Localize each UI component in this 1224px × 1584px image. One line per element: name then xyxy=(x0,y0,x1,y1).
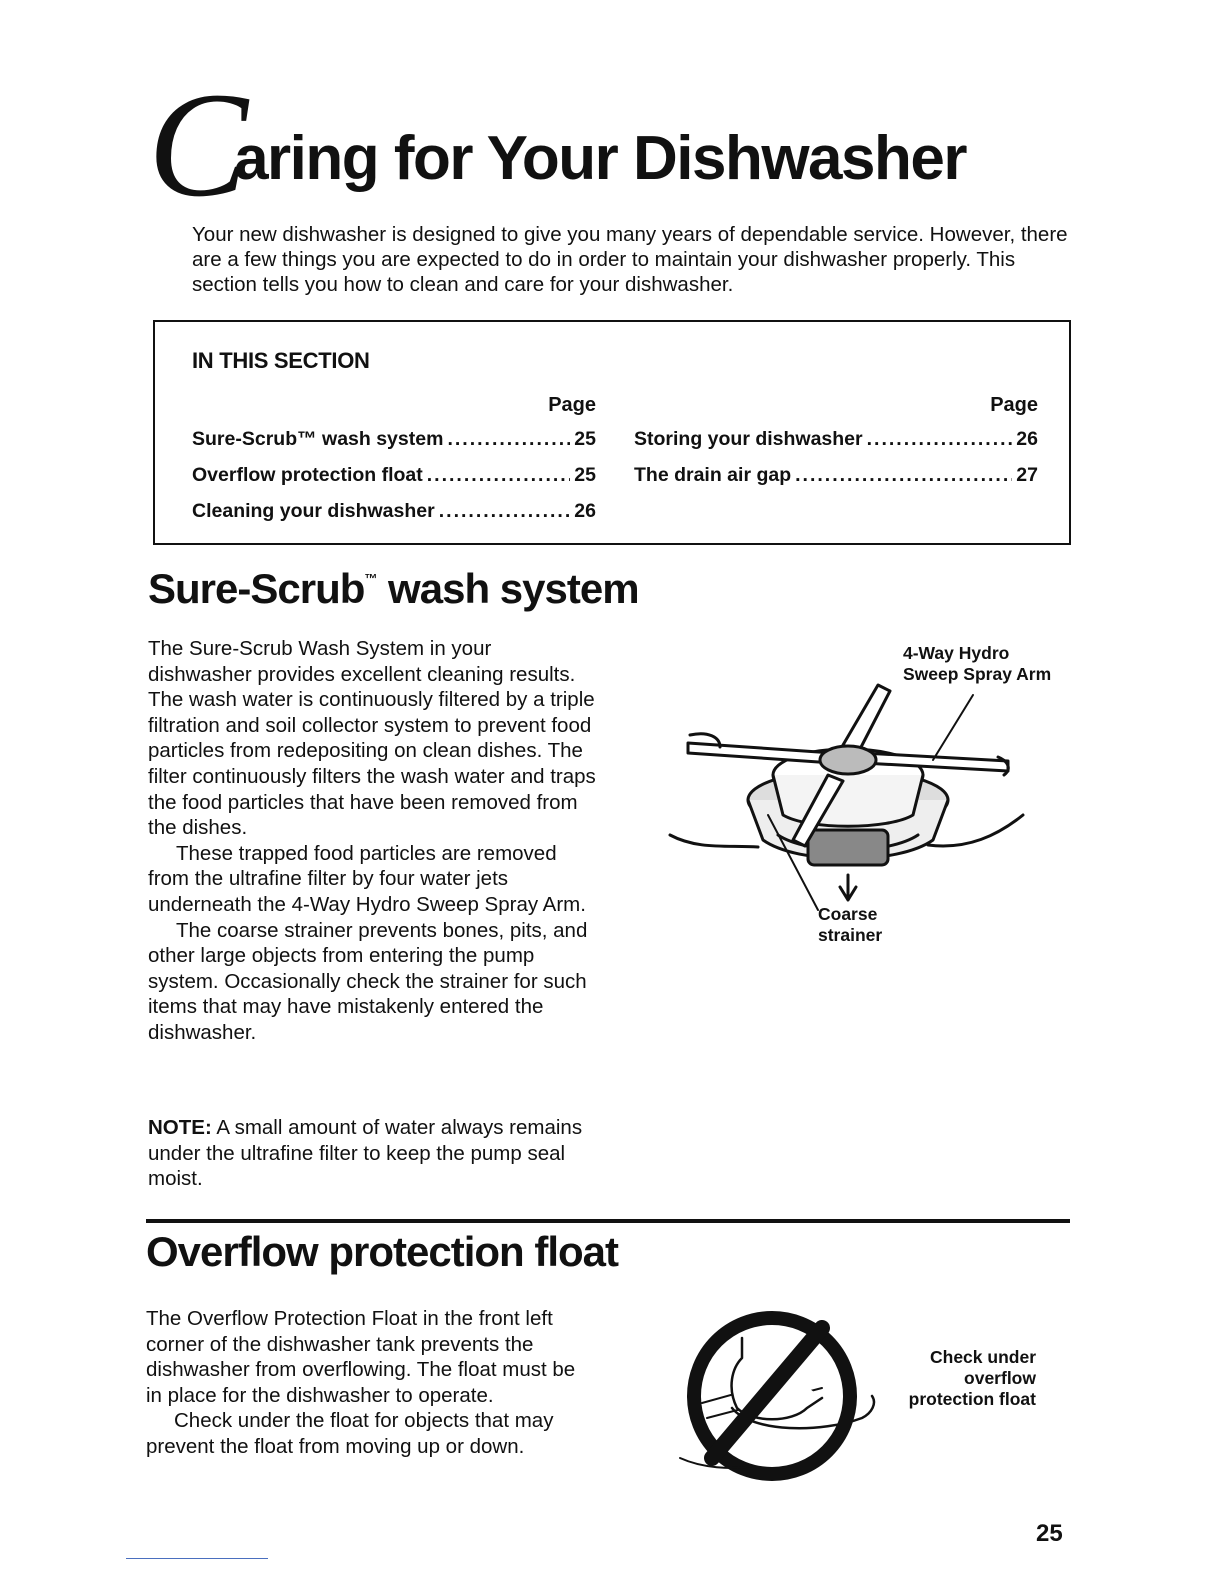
callout-spray-arm xyxy=(903,643,1051,685)
intro-paragraph: Your new dishwasher is designed to give you many years of dependable service. However, there are a few things you are expected to do in order to maintain your dishwasher properly. This section tells you how to clean and care for your dishwasher. xyxy=(192,223,1068,296)
overflow-paragraph: Check under the float for objects that may prevent the float from moving up or down. xyxy=(146,1409,554,1458)
callout-line: overflow xyxy=(964,1368,1036,1388)
toc-page-header: Page xyxy=(548,394,596,416)
trademark-mark: ™ xyxy=(364,571,378,586)
toc-heading: IN THIS SECTION xyxy=(192,348,370,373)
callout-line: protection float xyxy=(908,1389,1036,1409)
overflow-paragraph: The Overflow Protection Float in the front left corner of the dishwasher tank prevents the dishwasher from overflowing. The float must be in place for the dishwasher to operate. xyxy=(146,1307,576,1407)
prohibition-icon xyxy=(672,1308,892,1488)
toc-entry-page: 25 xyxy=(574,428,596,450)
toc-entry-page: 25 xyxy=(574,464,596,486)
overflow-body xyxy=(146,1306,596,1460)
callout-line: Coarse xyxy=(818,904,878,924)
toc-entry-label: The drain air gap xyxy=(634,464,792,486)
toc-entry-label: Overflow protection float xyxy=(192,464,423,486)
callout-line: Check under xyxy=(930,1347,1036,1367)
toc-entry-page: 27 xyxy=(1016,464,1038,486)
spray-arm-illustration xyxy=(668,665,1048,915)
sure-scrub-heading xyxy=(148,565,639,613)
sure-scrub-body xyxy=(148,636,598,1046)
callout-line: Sweep Spray Arm xyxy=(903,664,1052,684)
toc-entry[interactable] xyxy=(192,464,596,500)
callout-line: strainer xyxy=(818,925,883,945)
toc-entry-label: Sure-Scrub™ wash system xyxy=(192,428,444,450)
title-rest: aring for Your Dishwasher xyxy=(234,124,966,193)
toc-entry-page: 26 xyxy=(1016,428,1038,450)
toc-entry[interactable] xyxy=(192,428,596,464)
toc-page-header: Page xyxy=(990,394,1038,416)
sure-scrub-heading-rest: wash system xyxy=(377,565,639,612)
toc-entry[interactable] xyxy=(634,464,1038,500)
toc-column-left xyxy=(192,394,596,536)
footer-rule xyxy=(126,1558,268,1559)
toc-column-right xyxy=(634,394,1038,500)
sure-scrub-note xyxy=(148,1115,598,1192)
page-number: 25 xyxy=(1036,1520,1063,1547)
note-label: NOTE: xyxy=(148,1116,212,1139)
overflow-heading: Overflow protection float xyxy=(146,1228,619,1275)
sure-scrub-paragraph: The Sure-Scrub Wash System in your dishwasher provides excellent cleaning results. The wash water is continuously filtered by a triple filtration and soil collector system to prevent food particles from redepositing on clean dishes. The filter continuously filters the wash water and traps the food particles that have been removed from the dishes. xyxy=(148,637,596,840)
toc-entry[interactable] xyxy=(192,500,596,536)
note-text: A small amount of water always remains under the ultrafine filter to keep the pump seal moist. xyxy=(148,1116,583,1191)
in-this-section-box xyxy=(153,320,1071,545)
sure-scrub-heading-text: Sure-Scrub xyxy=(148,565,365,612)
callout-overflow-float xyxy=(885,1347,1036,1410)
toc-entry-page: 26 xyxy=(574,500,596,522)
page-title xyxy=(148,62,966,228)
callout-line: 4-Way Hydro xyxy=(903,643,1010,663)
sure-scrub-paragraph: These trapped food particles are removed from the ultrafine filter by four water jets underneath the 4-Way Hydro Sweep Spray Arm. xyxy=(148,841,586,916)
sure-scrub-paragraph: The coarse strainer prevents bones, pits, and other large objects from entering the pump system. Occasionally check the strainer for such items that may have mistakenly entered the dishwasher. xyxy=(148,918,588,1044)
toc-entry-label: Cleaning your dishwasher xyxy=(192,500,435,522)
toc-entry[interactable] xyxy=(634,428,1038,464)
title-initial: C xyxy=(148,62,235,228)
toc-entry-label: Storing your dishwasher xyxy=(634,428,863,450)
section-divider xyxy=(146,1219,1070,1223)
callout-coarse-strainer xyxy=(818,904,882,946)
